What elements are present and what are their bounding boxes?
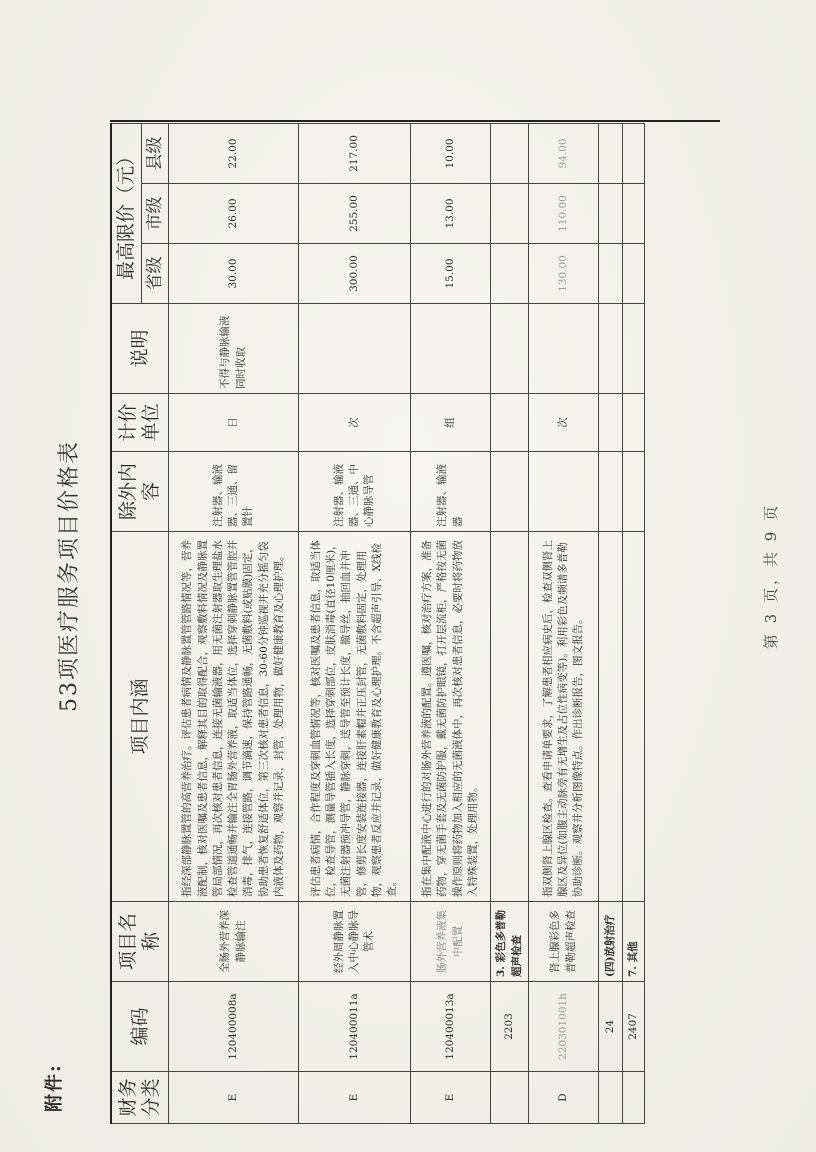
cell-category: [491, 1072, 529, 1124]
cell-city: [623, 184, 645, 244]
cell-category: E: [411, 1072, 491, 1124]
cell-code: 120400013a: [411, 982, 491, 1072]
table-row: [299, 123, 411, 1123]
cell-category: E: [299, 1072, 411, 1124]
cell-content: 指经深部静脉置管的高营养治疗。评估患者病情及静脉置管管路情况等，营养液配制，核对医嘱及患者信息，解释其目的取得配合，观察敷料情况及静脉置管局部情况，再次核对患者信息，连接无菌输液器，用无菌注射器取生理盐水检查管道通畅并输注全胃肠外营养液，取适当体位，选择穿刺静脉置管管腔并消毒，排气，连接管路，调节滴速，保持管路通畅，无菌敷料(或贴膜)固定，协助患者恢复舒适体位，第三次核对患者信息，30-60分钟巡视并充分摇匀袋内液体及药物，观察并记录，封管，处理用物，做好健康教育及心理护理。: [169, 532, 299, 902]
cell-code: 2203: [491, 982, 529, 1072]
page-footer: 第 3 页，共 9 页: [762, 502, 780, 650]
header-max-price: 最高限价（元）: [111, 123, 141, 303]
table-row: [529, 123, 599, 1123]
cell-excluded: 注射器、输液器: [411, 452, 491, 532]
cell-note: [529, 304, 599, 394]
cell-city: [599, 184, 623, 244]
cell-note: [299, 304, 411, 394]
cell-code: 2407: [623, 982, 645, 1072]
cell-county: 22.00: [169, 123, 299, 183]
cell-name: 全肠外营养深静脉输注: [169, 902, 299, 982]
cell-county: [491, 123, 529, 183]
cell-county: [599, 123, 623, 183]
cell-content: 指双侧肾上腺区检查。查看申请单要求，了解患者相应病史后，检查双侧肾上腺区及异位(如腹主动脉旁有无增生及占位性病变等)。利用彩色及频谱多普勒协助诊断。观察并分析图像特点。作出诊断报告，图文报告。: [529, 532, 599, 902]
cell-note: [491, 304, 529, 394]
cell-unit: 组: [411, 394, 491, 452]
cell-content: 指在集中配液中心进行的对肠外营养液的配置。遵医嘱，核对治疗方案，准备药物，穿无菌手套及无菌防护服，戴无菌防护眼镜，打开层流柜，严格按无菌操作原则将药物加入相应的无菌液体中，再次核对患者信息，必要时将药物放入特殊装置，处理用物。: [411, 532, 491, 902]
header-code: 编码: [111, 982, 169, 1072]
cell-excluded: 注射器、输液器、三通、留置针: [169, 452, 299, 532]
cell-excluded: 注射器、输液器、三通、中心静脉导管: [299, 452, 411, 532]
header-note: 说明: [111, 304, 169, 394]
cell-county: 94.00: [529, 123, 599, 183]
cell-city: 26.00: [169, 184, 299, 244]
cell-name: 肾上腺彩色多普勒超声检查: [529, 902, 599, 982]
cell-excluded: [529, 452, 599, 532]
header-content: 项目内涵: [111, 532, 169, 902]
header-county: 县级: [141, 123, 168, 183]
cell-category: [623, 1072, 645, 1124]
header-city: 市级: [141, 184, 168, 244]
cell-unit: [599, 394, 623, 452]
header-category: 财务分类: [111, 1072, 169, 1124]
cell-content: [623, 532, 645, 902]
cell-province: [599, 244, 623, 304]
cell-unit: [623, 394, 645, 452]
cell-excluded: [491, 452, 529, 532]
header-excluded: 除外内容: [111, 452, 169, 532]
attachment-label: 附件:: [44, 1063, 65, 1112]
cell-province: 300.00: [299, 244, 411, 304]
cell-province: 130.00: [529, 244, 599, 304]
table-row: [411, 123, 491, 1123]
header-province: 省级: [141, 244, 168, 304]
cell-content: 评估患者病情，合作程度及穿刺血管情况等，核对医嘱及患者信息，取适当体位，检查导管，测量导管插入长度，选择穿刺部位，皮肤消毒(直径10厘米)，无菌注射器预冲导管，静脉穿刺，送导管至预计长度，撤导丝，抽回血并冲管，修剪长度安装连接器，连接肝素帽并正压封管，无菌敷料固定，处理用物，观察患者反应并记录，做好健康教育及心理护理。不含超声引导、X线检查。: [299, 532, 411, 902]
cell-city: [491, 184, 529, 244]
cell-code: 120400008a: [169, 982, 299, 1072]
cell-note: 不得与静脉输液同时收取: [169, 304, 299, 394]
table-row: [491, 123, 529, 1123]
cell-name: (四)放射治疗: [599, 902, 623, 982]
cell-province: 15.00: [411, 244, 491, 304]
cell-county: 10.00: [411, 123, 491, 183]
price-table: [110, 123, 645, 1124]
cell-category: [599, 1072, 623, 1124]
cell-province: 30.00: [169, 244, 299, 304]
cell-note: [411, 304, 491, 394]
table-row: [169, 123, 299, 1123]
cell-note: [623, 304, 645, 394]
cell-city: 110.00: [529, 184, 599, 244]
header-unit: 计价单位: [111, 394, 169, 452]
header-name: 项目名称: [111, 902, 169, 982]
cell-code: 24: [599, 982, 623, 1072]
cell-city: 13.00: [411, 184, 491, 244]
table-outer-border: [110, 120, 720, 122]
cell-code: 220301001h: [529, 982, 599, 1072]
cell-excluded: [599, 452, 623, 532]
cell-category: E: [169, 1072, 299, 1124]
cell-note: [599, 304, 623, 394]
table-row: [623, 123, 645, 1123]
cell-excluded: [623, 452, 645, 532]
cell-province: [623, 244, 645, 304]
table-row: [599, 123, 623, 1123]
cell-unit: 日: [169, 394, 299, 452]
cell-content: [599, 532, 623, 902]
cell-province: [491, 244, 529, 304]
cell-county: [623, 123, 645, 183]
cell-city: 255.00: [299, 184, 411, 244]
cell-unit: 次: [299, 394, 411, 452]
cell-code: 120400011a: [299, 982, 411, 1072]
cell-name: 肠外营养液集中配置: [411, 902, 491, 982]
cell-unit: [491, 394, 529, 452]
cell-name: 3. 彩色多普勒超声检查: [491, 902, 529, 982]
cell-category: D: [529, 1072, 599, 1124]
cell-content: [491, 532, 529, 902]
cell-name: 7. 其他: [623, 902, 645, 982]
cell-unit: 次: [529, 394, 599, 452]
cell-county: 217.00: [299, 123, 411, 183]
document-title: 53项医疗服务项目价格表: [57, 440, 82, 712]
cell-name: 经外周静脉置入中心静脉导管术: [299, 902, 411, 982]
